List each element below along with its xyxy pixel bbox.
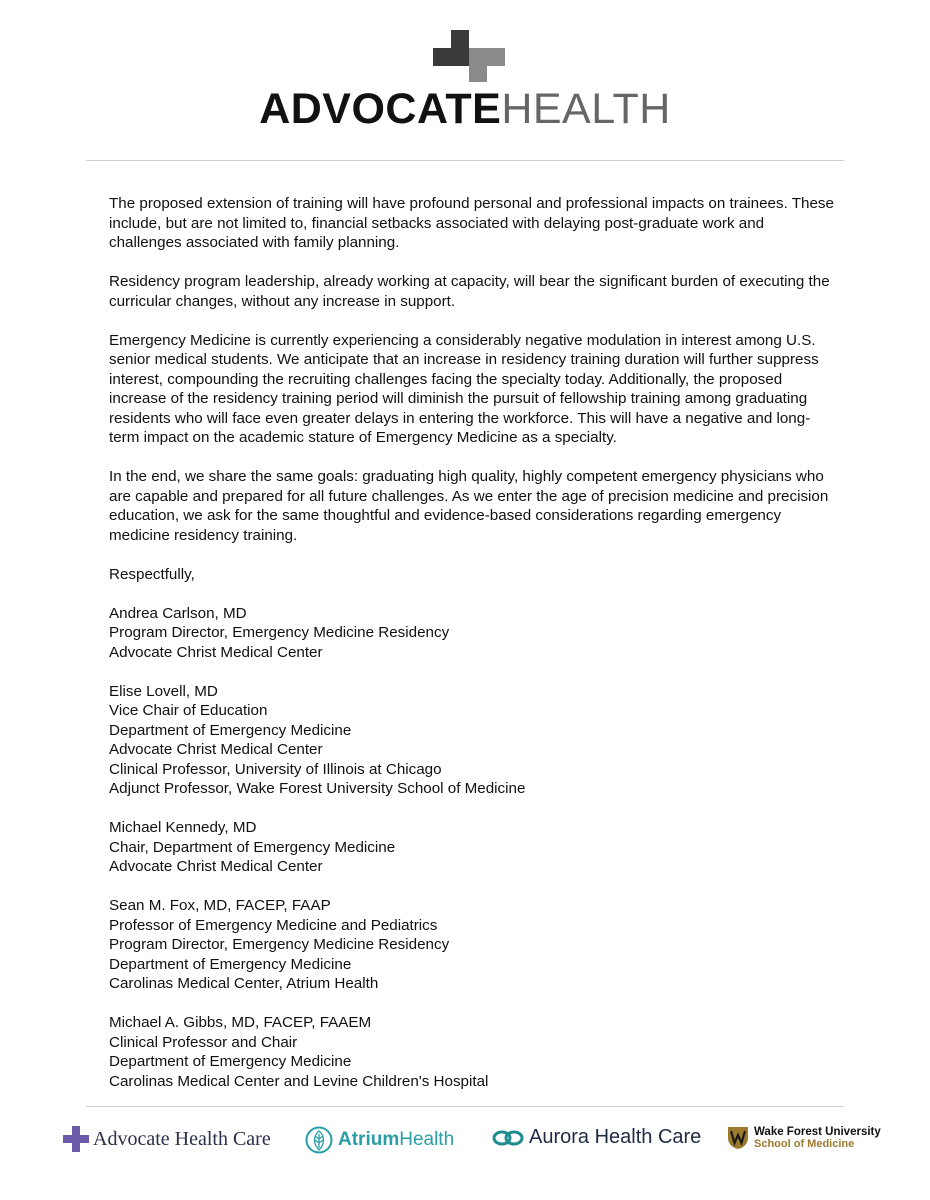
footer-logos — [0, 1118, 930, 1166]
signatory-title: Clinical Professor and Chair — [109, 1033, 298, 1051]
atrium-health-logo — [305, 1126, 454, 1154]
wordmark-light: HEALTH — [501, 85, 671, 133]
closing: Respectfully, — [109, 565, 195, 583]
wake-forest-line1: Wake Forest University — [754, 1126, 881, 1138]
signatory-title: Advocate Christ Medical Center — [109, 858, 323, 875]
footer-divider — [86, 1106, 844, 1107]
wake-forest-line2: School of Medicine — [754, 1138, 855, 1150]
header-logo — [0, 30, 930, 133]
signatory-title: Advocate Christ Medical Center — [109, 741, 323, 758]
wake-forest-shield-icon — [727, 1126, 749, 1150]
signatory-title: Carolinas Medical Center, Atrium Health — [109, 975, 379, 992]
signatory-name: Michael A. Gibbs, MD, FACEP, FAAEM — [109, 1014, 372, 1031]
advocate-health-care-label: Advocate Health Care — [93, 1127, 271, 1150]
signatory-title: Carolinas Medical Center and Levine Children's Hospital — [109, 1072, 489, 1090]
paragraph: Residency program leadership, already working at capacity, will bear the significant burden of executing the curricular changes, without any increase in support. — [109, 273, 830, 310]
paragraph: Emergency Medicine is currently experiencing a considerably negative modulation in interest among U.S. senior medical students. We anticipate that an increase in residency training duration will further suppress interest, compounding the recruiting challenges facing the specialty today. Additionally, the proposed increase of the residency training period will diminish the pursuit of fellowship training among graduating residents who will face even greater delays in entering the workforce. This will have a negative and long-term impact on the academic stature of Emergency Medicine as a specialty. — [109, 331, 819, 446]
atrium-health-label — [338, 1129, 454, 1151]
advocate-cross-icon — [63, 1126, 89, 1152]
signatory-title: Department of Emergency Medicine — [109, 955, 352, 973]
signatory-title: Vice Chair of Education — [109, 702, 268, 719]
advocate-health-care-logo — [63, 1126, 271, 1152]
signatory-title: Clinical Professor, University of Illinois at Chicago — [109, 760, 442, 778]
signatory — [109, 896, 839, 994]
signatory-name: Elise Lovell, MD — [109, 682, 218, 700]
wordmark-bold: ADVOCATE — [259, 85, 502, 133]
signatory — [109, 604, 839, 663]
signatory-title: Department of Emergency Medicine — [109, 721, 352, 739]
signatory-name: Michael Kennedy, MD — [109, 819, 257, 836]
signatory — [109, 1013, 839, 1091]
paragraph: In the end, we share the same goals: graduating high quality, highly competent emergency physicians who are capable and prepared for all future challenges. As we enter the age of precision medicine and precision education, we ask for the same thoughtful and evidence-based considerations regarding emergency medicine residency training. — [109, 468, 829, 544]
aurora-health-care-label: Aurora Health Care — [529, 1126, 702, 1148]
wake-forest-label — [754, 1126, 881, 1150]
wake-forest-logo — [727, 1126, 881, 1150]
signatory-title: Program Director, Emergency Medicine Residency — [109, 624, 450, 641]
signatory-title: Professor of Emergency Medicine and Pediatrics — [109, 916, 438, 934]
atrium-word: Atrium — [338, 1129, 400, 1150]
wordmark — [0, 85, 930, 133]
letter-body — [109, 194, 839, 1111]
aurora-health-care-logo — [492, 1126, 701, 1149]
signatory-title: Program Director, Emergency Medicine Residency — [109, 936, 450, 953]
atrium-leaf-icon — [305, 1126, 333, 1154]
aurora-loops-icon — [492, 1128, 524, 1148]
signatory-name: Andrea Carlson, MD — [109, 604, 247, 622]
signatory-title: Chair, Department of Emergency Medicine — [109, 838, 396, 856]
paragraph: The proposed extension of training will have profound personal and professional impacts on trainees. These include, but are not limited to, financial setbacks associated with delaying post-graduate work and challenges associated with family planning. — [109, 195, 834, 251]
signatory-name: Sean M. Fox, MD, FACEP, FAAP — [109, 897, 331, 914]
advocate-cross-icon — [433, 30, 505, 82]
signatory-title: Department of Emergency Medicine — [109, 1053, 352, 1070]
signatory — [109, 818, 839, 877]
signatory-title: Adjunct Professor, Wake Forest University School of Medicine — [109, 780, 526, 797]
signatory — [109, 682, 839, 799]
header-divider — [86, 160, 844, 161]
health-word: Health — [399, 1129, 455, 1150]
signatory-title: Advocate Christ Medical Center — [109, 643, 323, 661]
